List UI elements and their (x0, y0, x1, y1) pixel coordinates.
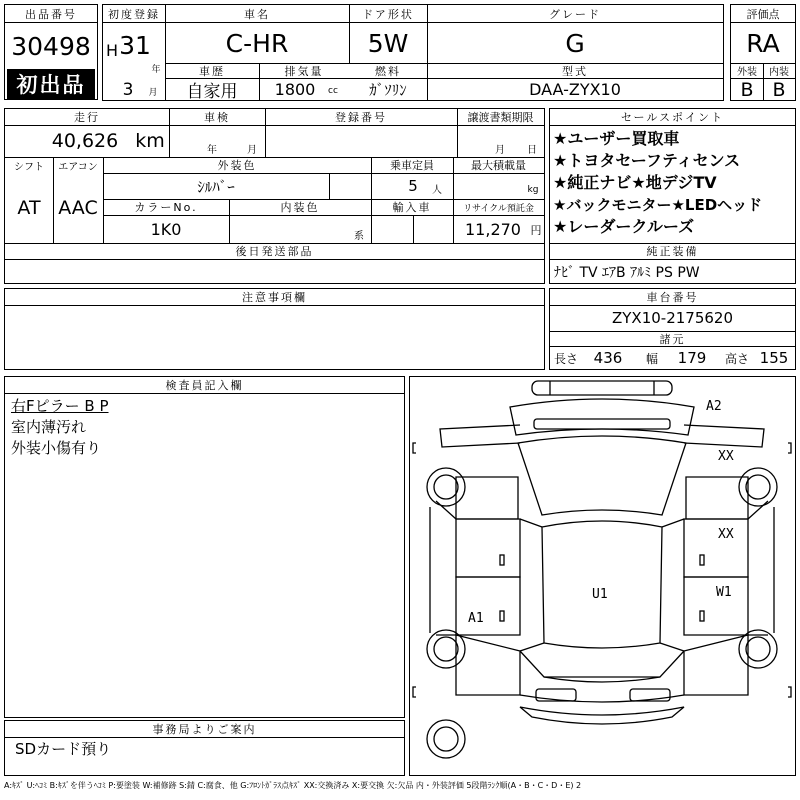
first-reg-year: 31 (119, 30, 151, 60)
chassis-number: ZYX10-2175620 (611, 309, 734, 327)
model-label: 型式 (562, 64, 588, 78)
capacity: 5 (408, 177, 418, 195)
capacity-label: 乗車定員 (390, 159, 434, 172)
grade-label: グレード (549, 7, 601, 21)
recycle-amount: 11,270 (465, 220, 521, 239)
interior-label: 内装 (769, 67, 789, 78)
later-parts-label: 後日発送部品 (235, 245, 314, 258)
car-outline-diagram (410, 377, 795, 775)
chassis-label: 車台番号 (646, 291, 699, 304)
recycle-label: リサイクル預託金 (463, 203, 534, 214)
sales-point-item: ★ユーザー買取車 (553, 129, 680, 148)
damage-mark-w1: W1 (716, 585, 732, 600)
inspector-note: 外装小傷有り (11, 439, 102, 457)
mileage: 40,626 (51, 130, 119, 152)
office-label: 事務局よりご案内 (152, 723, 257, 736)
dims-label: 諸元 (659, 332, 686, 346)
damage-mark-a1: A1 (468, 611, 484, 626)
transfer-month-unit: 月 (495, 144, 505, 154)
damage-mark-xx-right-door: XX (718, 527, 734, 542)
lot-box (4, 4, 98, 100)
car-name-label: 車名 (244, 7, 270, 21)
color-no: 1K0 (150, 220, 182, 239)
exterior-color-label: 外装色 (217, 159, 257, 172)
inspection-year-unit: 年 (207, 144, 217, 154)
inspector-note: 室内薄汚れ (11, 418, 87, 436)
exterior-label: 外装 (737, 67, 757, 78)
chassis-box (549, 288, 796, 370)
displacement-label: 排気量 (284, 64, 324, 78)
displacement-unit: cc (328, 86, 338, 96)
lot-label: 出品番号 (25, 7, 77, 21)
history: 自家用 (186, 82, 238, 100)
inspector-note: 右Fピラー B P (11, 397, 109, 415)
fuel-label: 燃料 (375, 64, 401, 78)
office-box (4, 720, 405, 776)
interior-color-label: 内装色 (280, 201, 320, 214)
details-box (4, 108, 545, 284)
sales-points-list (553, 128, 795, 238)
exterior-color: ｼﾙﾊﾞｰ (197, 177, 235, 196)
sales-point-item: ★トヨタセーフティセンス (553, 151, 741, 170)
grade: G (565, 28, 585, 58)
transfer-day-unit: 日 (527, 144, 537, 154)
sales-points-box (549, 108, 796, 284)
damage-mark-u1: U1 (592, 587, 608, 602)
car-diagram (409, 376, 796, 776)
sales-points-label: セールスポイント (620, 111, 724, 124)
interior-color-unit: 系 (354, 230, 364, 241)
month-unit: 月 (148, 87, 158, 98)
aircon-label: エアコン (58, 161, 98, 173)
model: DAA-ZYX10 (529, 80, 621, 99)
reg-number-label: 登録番号 (335, 111, 387, 124)
color-no-label: カラーNo. (134, 201, 198, 214)
length: 436 (593, 349, 623, 367)
inspection-month-unit: 月 (247, 144, 257, 154)
inspector-label: 検査員記入欄 (165, 379, 244, 392)
damage-mark-a2: A2 (706, 399, 722, 414)
first-reg-month: 3 (122, 80, 134, 100)
fuel: ｶﾞｿﾘﾝ (369, 81, 407, 99)
equipment-label: 純正装備 (646, 245, 699, 258)
mileage-unit: km (135, 130, 165, 152)
sales-point-item: ★レーダークルーズ (553, 217, 695, 236)
recycle-unit: 円 (530, 224, 542, 237)
inspection-label: 車検 (204, 111, 230, 124)
first-reg-era: H (105, 40, 119, 60)
sales-point-item: ★バックモニター★LEDヘッド (553, 196, 763, 214)
vehicle-header-box (102, 4, 724, 101)
displacement: 1800 (274, 80, 316, 99)
shift: AT (17, 197, 41, 219)
office-note: SDカード預り (15, 740, 112, 758)
height: 155 (759, 349, 789, 367)
exterior-grade: B (740, 79, 754, 100)
max-load-label: 最大積載量 (471, 159, 526, 172)
history-label: 車歴 (199, 64, 225, 78)
notes-box (4, 288, 545, 370)
lot-number: 30498 (11, 31, 91, 61)
width: 179 (677, 349, 707, 367)
first-listing-badge: 初出品 (7, 69, 95, 99)
inspector-box (4, 376, 405, 718)
mileage-label: 走行 (74, 111, 100, 124)
max-load-unit: kg (527, 185, 539, 195)
score: RA (746, 28, 780, 58)
damage-mark-xx-front-right: XX (718, 449, 734, 464)
notes-label: 注意事項欄 (242, 291, 307, 304)
score-label: 評価点 (746, 7, 780, 21)
height-label: 高さ (724, 351, 749, 366)
year-unit: 年 (151, 64, 161, 74)
car-name: C-HR (225, 28, 289, 58)
capacity-unit: 人 (432, 184, 442, 195)
damage-legend: A:ｷｽﾞ U:ﾍｺﾐ B:ｷｽﾞを伴うﾍｺﾐ P:要塗装 W:補修跡 S:錆 C:腐食、他 G:ﾌﾛﾝﾄｶﾞﾗｽ点ｷｽﾞ XX:交換済み X:要交換 欠:欠品 内・外装評価 5段階ﾗﾝｸ順(A・B・C・D・E) 2 (4, 781, 582, 790)
sales-point-item: ★純正ナビ★地デジTV (553, 173, 717, 192)
width-label: 幅 (645, 351, 658, 366)
transfer-docs-label: 譲渡書類期限 (467, 111, 534, 124)
import-label: 輸入車 (392, 201, 432, 214)
door-type: 5W (367, 28, 409, 58)
interior-grade: B (772, 79, 786, 100)
equipment: ﾅﾋﾞ TV ｴｱB ｱﾙﾐ PS PW (554, 264, 700, 281)
shift-label: シフト (14, 161, 44, 173)
score-box (730, 4, 796, 101)
first-reg-label: 初度登録 (108, 7, 160, 21)
aircon: AAC (58, 197, 98, 219)
length-label: 長さ (553, 351, 578, 366)
door-label: ドア形状 (362, 7, 414, 21)
